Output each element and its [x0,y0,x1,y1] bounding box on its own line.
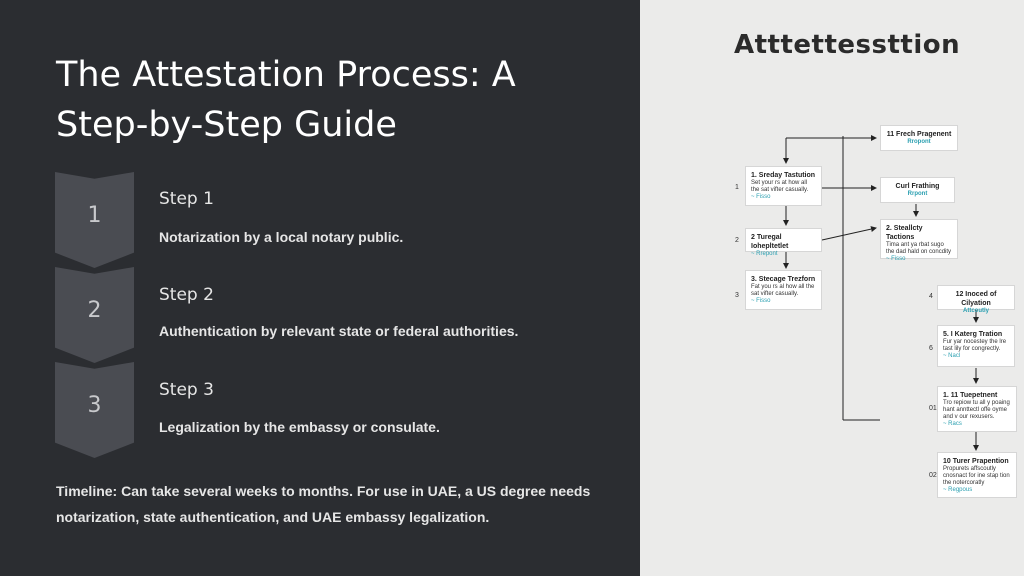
step-2-description: Authentication by relevant state or federal authorities. [159,323,519,339]
flowchart-row-label: 2 [735,237,739,244]
step-3-number: 3 [87,393,102,418]
step-1-number: 1 [87,203,102,228]
flowchart-box: 2 Turegal Iohepltetlet ~ Rrepont [745,228,822,252]
slide-title: The Attestation Process: A Step-by-Step Guide [56,55,516,145]
flowchart-box: 11 Frech Pragenent Rropont [880,125,958,151]
flowchart-row-label: 01 [929,405,937,412]
flowchart-row-label: 02 [929,472,937,479]
flowchart-row-label: 6 [929,345,933,352]
step-3-title: Step 3 [159,380,214,400]
timeline-note: Timeline: Can take several weeks to months. For use in UAE, a US degree needs notarization, state authentication, and UAE embassy legalization. [56,483,591,525]
flowchart-box: 10 Turer Prapention Propurets affscoutly cnosnact for ine stap tion the notercoratly ~ Regpous [937,452,1017,498]
step-1-description: Notarization by a local notary public. [159,229,404,245]
step-2-number: 2 [87,298,102,323]
step-2-title: Step 2 [159,285,214,305]
flowchart-box: 1. 11 Tuepetnent Tro repiow tu all y poaing hant annttectl offe oyme and v our rexusers. ~ Racs [937,386,1017,432]
step-3-description: Legalization by the embassy or consulate. [159,419,440,435]
flowchart-box: 12 Inoced of Cilyation Attcoutly [937,285,1015,310]
flowchart-row-label: 3 [735,292,739,299]
flowchart-box: 1. Sreday Tastution Set your rs at how all the sat vifter casually. ~ Fisso [745,166,822,206]
flowchart-box: Curl Frathing Rrpont [880,177,955,203]
flowchart-title: Atttettessttion [734,30,961,60]
flowchart-box: 5. I Katerg Tration Fur yar nocestey the lre tast lily for congrectly. ~ Nacl [937,325,1015,367]
flowchart-row-label: 1 [735,184,739,191]
flowchart-image-panel [640,0,1024,576]
flowchart-row-label: 4 [929,293,933,300]
flowchart-box: 3. Stecage Trezforn Fat you rs al how all the sat vifter casually. ~ Fisso [745,270,822,310]
step-1-title: Step 1 [159,189,214,209]
flowchart-box: 2. Steallcty Tactions Tima ant ya rbat sugo the dad hald on concdity ~ Fisso [880,219,958,259]
